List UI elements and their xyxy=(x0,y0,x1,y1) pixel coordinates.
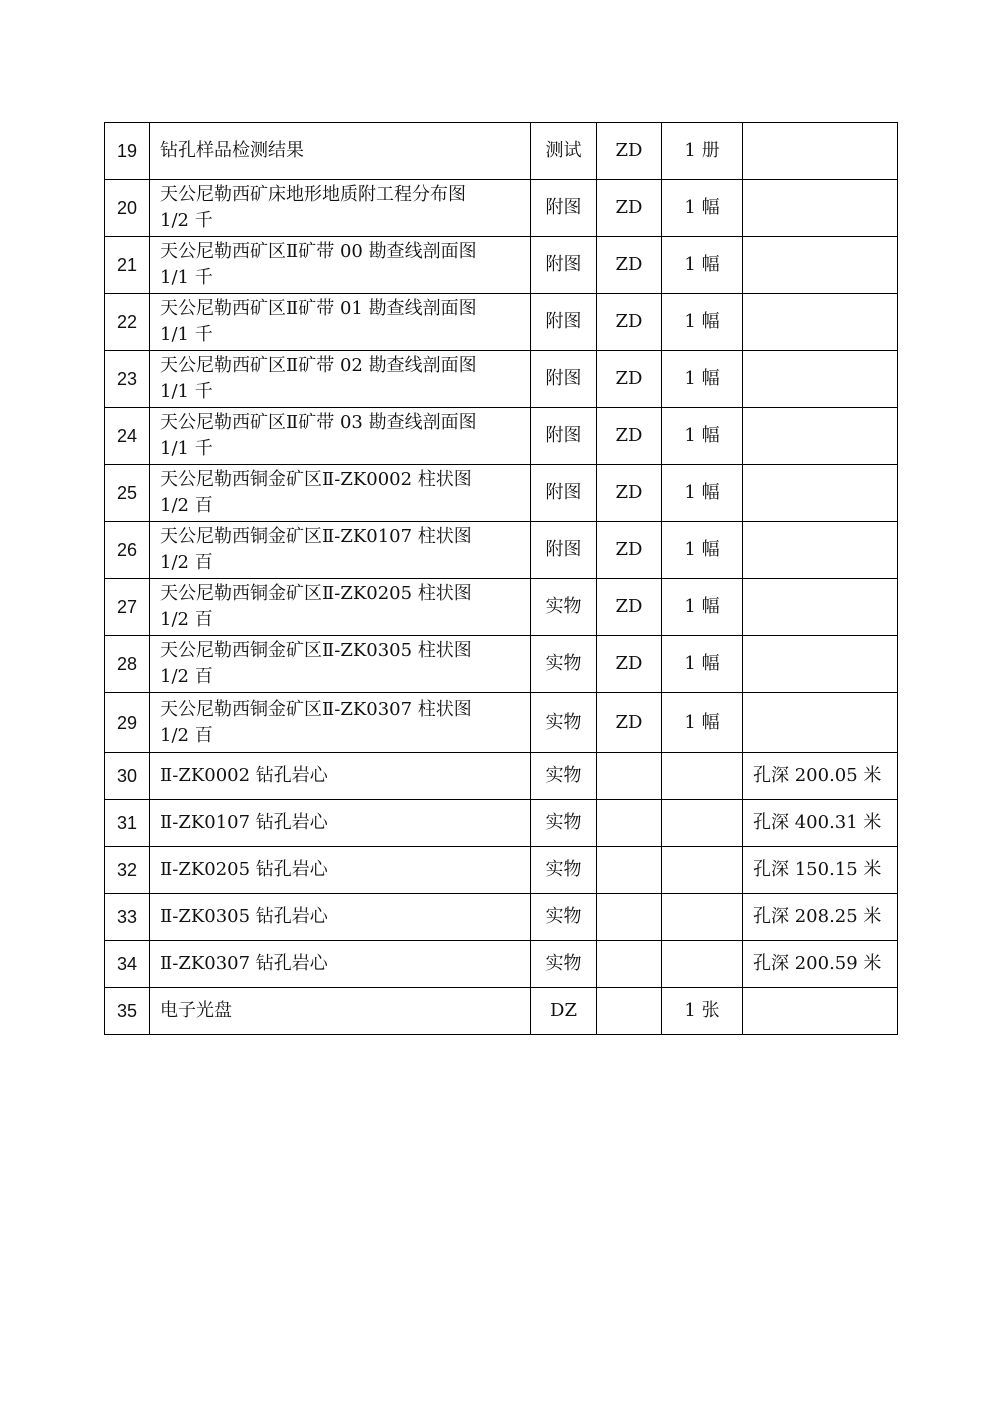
item-name: 天公尼勒西矿区Ⅱ矿带 02 勘查线剖面图 1/1 千 xyxy=(150,351,531,408)
row-number: 34 xyxy=(105,941,150,988)
item-note xyxy=(743,294,898,351)
item-note xyxy=(743,351,898,408)
item-type: 实物 xyxy=(531,636,597,693)
item-code: ZD xyxy=(597,237,662,294)
item-type: 附图 xyxy=(531,294,597,351)
item-name: Ⅱ-ZK0205 钻孔岩心 xyxy=(150,847,531,894)
table-row xyxy=(105,408,898,465)
item-quantity xyxy=(662,894,743,941)
row-number: 27 xyxy=(105,579,150,636)
item-name: 天公尼勒西矿区Ⅱ矿带 01 勘查线剖面图 1/1 千 xyxy=(150,294,531,351)
table-row xyxy=(105,693,898,753)
item-note: 孔深 200.59 米 xyxy=(743,941,898,988)
row-number: 25 xyxy=(105,465,150,522)
item-type: 实物 xyxy=(531,941,597,988)
item-code: ZD xyxy=(597,294,662,351)
table-row xyxy=(105,753,898,800)
item-code xyxy=(597,988,662,1035)
item-code xyxy=(597,941,662,988)
table-row xyxy=(105,941,898,988)
item-quantity: 1 册 xyxy=(662,123,743,180)
item-name: 天公尼勒西矿区Ⅱ矿带 03 勘查线剖面图 1/1 千 xyxy=(150,408,531,465)
row-number: 21 xyxy=(105,237,150,294)
item-type: 附图 xyxy=(531,465,597,522)
item-code: ZD xyxy=(597,123,662,180)
table-row xyxy=(105,237,898,294)
item-quantity xyxy=(662,941,743,988)
row-number: 33 xyxy=(105,894,150,941)
row-number: 31 xyxy=(105,800,150,847)
item-code: ZD xyxy=(597,522,662,579)
row-number: 29 xyxy=(105,693,150,753)
item-name: 天公尼勒西铜金矿区Ⅱ-ZK0205 柱状图 1/2 百 xyxy=(150,579,531,636)
item-name: Ⅱ-ZK0107 钻孔岩心 xyxy=(150,800,531,847)
item-quantity: 1 幅 xyxy=(662,522,743,579)
item-note xyxy=(743,465,898,522)
row-number: 24 xyxy=(105,408,150,465)
item-name: Ⅱ-ZK0307 钻孔岩心 xyxy=(150,941,531,988)
item-type: 测试 xyxy=(531,123,597,180)
item-quantity xyxy=(662,753,743,800)
table-row xyxy=(105,294,898,351)
item-quantity: 1 幅 xyxy=(662,636,743,693)
item-code xyxy=(597,800,662,847)
item-type: 附图 xyxy=(531,351,597,408)
item-name: Ⅱ-ZK0305 钻孔岩心 xyxy=(150,894,531,941)
item-note xyxy=(743,579,898,636)
item-code: ZD xyxy=(597,180,662,237)
row-number: 26 xyxy=(105,522,150,579)
item-note xyxy=(743,522,898,579)
item-code: ZD xyxy=(597,636,662,693)
item-code: ZD xyxy=(597,693,662,753)
table-row xyxy=(105,988,898,1035)
item-quantity: 1 幅 xyxy=(662,408,743,465)
item-name: Ⅱ-ZK0002 钻孔岩心 xyxy=(150,753,531,800)
item-name: 电子光盘 xyxy=(150,988,531,1035)
item-type: 附图 xyxy=(531,180,597,237)
item-quantity xyxy=(662,800,743,847)
item-note xyxy=(743,408,898,465)
item-note: 孔深 200.05 米 xyxy=(743,753,898,800)
item-quantity: 1 幅 xyxy=(662,465,743,522)
item-type: 实物 xyxy=(531,894,597,941)
row-number: 30 xyxy=(105,753,150,800)
row-number: 28 xyxy=(105,636,150,693)
item-type: 实物 xyxy=(531,579,597,636)
item-name: 钻孔样品检测结果 xyxy=(150,123,531,180)
item-quantity: 1 幅 xyxy=(662,579,743,636)
table-row xyxy=(105,465,898,522)
item-name: 天公尼勒西铜金矿区Ⅱ-ZK0307 柱状图 1/2 百 xyxy=(150,693,531,753)
item-code xyxy=(597,847,662,894)
item-code: ZD xyxy=(597,465,662,522)
item-quantity: 1 幅 xyxy=(662,693,743,753)
item-note xyxy=(743,123,898,180)
table-row xyxy=(105,579,898,636)
row-number: 20 xyxy=(105,180,150,237)
table-row xyxy=(105,123,898,180)
item-note: 孔深 400.31 米 xyxy=(743,800,898,847)
table-row xyxy=(105,522,898,579)
item-type: 实物 xyxy=(531,753,597,800)
item-note xyxy=(743,180,898,237)
row-number: 23 xyxy=(105,351,150,408)
item-type: 附图 xyxy=(531,408,597,465)
catalog-table xyxy=(104,122,898,1035)
table-row xyxy=(105,847,898,894)
item-quantity: 1 幅 xyxy=(662,294,743,351)
item-code: ZD xyxy=(597,408,662,465)
item-type: 实物 xyxy=(531,693,597,753)
item-name: 天公尼勒西铜金矿区Ⅱ-ZK0002 柱状图 1/2 百 xyxy=(150,465,531,522)
item-note: 孔深 150.15 米 xyxy=(743,847,898,894)
row-number: 35 xyxy=(105,988,150,1035)
item-type: 附图 xyxy=(531,522,597,579)
item-note xyxy=(743,237,898,294)
table-row xyxy=(105,800,898,847)
item-quantity: 1 张 xyxy=(662,988,743,1035)
item-code xyxy=(597,753,662,800)
item-code: ZD xyxy=(597,579,662,636)
item-type: DZ xyxy=(531,988,597,1035)
item-note: 孔深 208.25 米 xyxy=(743,894,898,941)
row-number: 32 xyxy=(105,847,150,894)
item-type: 实物 xyxy=(531,800,597,847)
item-quantity: 1 幅 xyxy=(662,180,743,237)
item-note xyxy=(743,988,898,1035)
item-type: 实物 xyxy=(531,847,597,894)
item-name: 天公尼勒西铜金矿区Ⅱ-ZK0305 柱状图 1/2 百 xyxy=(150,636,531,693)
item-type: 附图 xyxy=(531,237,597,294)
item-name: 天公尼勒西矿区Ⅱ矿带 00 勘查线剖面图 1/1 千 xyxy=(150,237,531,294)
item-code xyxy=(597,894,662,941)
row-number: 19 xyxy=(105,123,150,180)
item-note xyxy=(743,636,898,693)
item-name: 天公尼勒西矿床地形地质附工程分布图 1/2 千 xyxy=(150,180,531,237)
table-row xyxy=(105,636,898,693)
table-row xyxy=(105,351,898,408)
item-quantity xyxy=(662,847,743,894)
row-number: 22 xyxy=(105,294,150,351)
table-row xyxy=(105,894,898,941)
item-quantity: 1 幅 xyxy=(662,237,743,294)
item-note xyxy=(743,693,898,753)
item-name: 天公尼勒西铜金矿区Ⅱ-ZK0107 柱状图 1/2 百 xyxy=(150,522,531,579)
item-quantity: 1 幅 xyxy=(662,351,743,408)
item-code: ZD xyxy=(597,351,662,408)
table-row xyxy=(105,180,898,237)
